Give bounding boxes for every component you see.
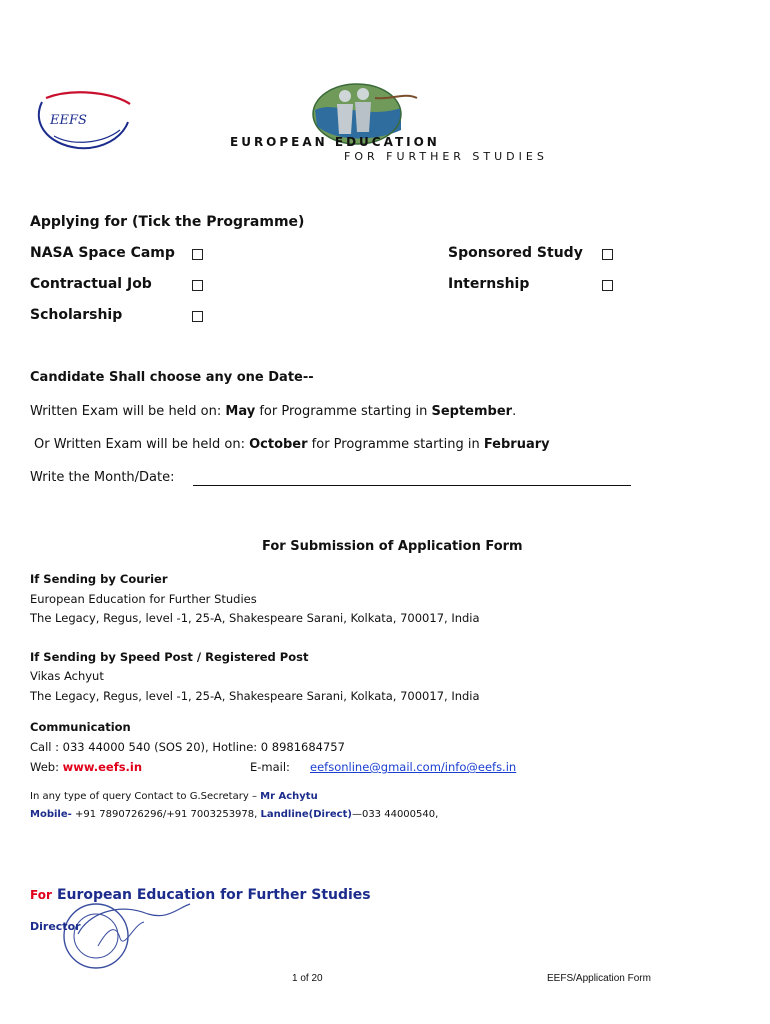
brand-line-further-studies	[344, 150, 548, 163]
web-label: Web:	[30, 760, 63, 774]
checkbox-contractual-job[interactable]	[192, 280, 203, 291]
option-label-sponsored-study: Sponsored Study	[448, 245, 583, 261]
submission-heading: For Submission of Application Form	[262, 539, 523, 554]
query-text: In any type of query Contact to G.Secretary –	[30, 791, 261, 802]
exam-date-line-2	[34, 437, 550, 452]
month-date-field[interactable]	[193, 485, 631, 486]
exam-line1-mid: for Programme starting in	[255, 404, 432, 419]
date-heading: Candidate Shall choose any one Date--	[30, 370, 314, 385]
checkbox-nasa-space-camp[interactable]	[192, 249, 203, 260]
checkbox-internship[interactable]	[602, 280, 613, 291]
exam-date-line-1	[30, 404, 516, 419]
brand-line2-text: FOR FURTHER STUDIES	[344, 150, 548, 163]
brand-line-european-education	[230, 135, 440, 149]
courier-line-1: European Education for Further Studies	[30, 592, 257, 606]
query-phone-line	[30, 809, 438, 820]
mobile-value: +91 7890726296/+91 7003253978,	[71, 809, 261, 820]
speedpost-heading: If Sending by Speed Post / Registered Post	[30, 650, 309, 664]
eefs-logo-text: EEFS	[50, 113, 87, 128]
email-label: E-mail:	[250, 760, 290, 774]
exam-line2-start: February	[483, 437, 550, 452]
brand-line1-text: EUROPEAN EDUCATION	[230, 135, 440, 149]
eefs-logo	[32, 86, 140, 156]
programme-heading: Applying for (Tick the Programme)	[30, 214, 305, 230]
exam-line1-pre: Written Exam will be held on:	[30, 404, 226, 419]
landline-label: Landline(Direct)	[260, 809, 352, 820]
mobile-label: Mobile-	[30, 809, 72, 820]
option-label-nasa-space-camp: NASA Space Camp	[30, 245, 175, 261]
communication-call: Call : 033 44000 540 (SOS 20), Hotline: 0 8981684757	[30, 740, 345, 754]
exam-line2-month: October	[249, 437, 308, 452]
exam-line2-pre: Or Written Exam will be held on:	[34, 437, 250, 452]
exam-line1-post: .	[512, 404, 517, 419]
speedpost-address: The Legacy, Regus, level -1, 25-A, Shakespeare Sarani, Kolkata, 700017, India	[30, 689, 480, 703]
exam-line1-month: May	[225, 404, 256, 419]
exam-line1-start: September	[431, 404, 513, 419]
signature-for-label: For	[30, 888, 52, 902]
option-label-contractual-job: Contractual Job	[30, 276, 152, 292]
email-link[interactable]: eefsonline@gmail.com/info@eefs.in	[310, 760, 517, 774]
checkbox-sponsored-study[interactable]	[602, 249, 613, 260]
write-month-label: Write the Month/Date:	[30, 470, 175, 485]
exam-line2-mid: for Programme starting in	[307, 437, 484, 452]
communication-heading: Communication	[30, 720, 131, 734]
speedpost-name: Vikas Achyut	[30, 669, 104, 683]
courier-address: The Legacy, Regus, level -1, 25-A, Shakespeare Sarani, Kolkata, 700017, India	[30, 611, 480, 625]
courier-heading: If Sending by Courier	[30, 572, 168, 586]
signature-title: Director	[30, 920, 81, 933]
web-link[interactable]: www.eefs.in	[62, 760, 143, 774]
communication-web	[30, 760, 142, 774]
landline-value: —033 44000540,	[351, 809, 439, 820]
page-number: 1 of 20	[292, 973, 323, 984]
option-label-scholarship: Scholarship	[30, 307, 123, 323]
document-name: EEFS/Application Form	[547, 973, 651, 984]
checkbox-scholarship[interactable]	[192, 311, 203, 322]
query-contact-name: Mr Achytu	[260, 791, 318, 802]
seal-stamp	[58, 894, 198, 982]
query-line	[30, 791, 318, 802]
signature-org-name: European Education for Further Studies	[56, 887, 371, 903]
option-label-internship: Internship	[448, 276, 530, 292]
